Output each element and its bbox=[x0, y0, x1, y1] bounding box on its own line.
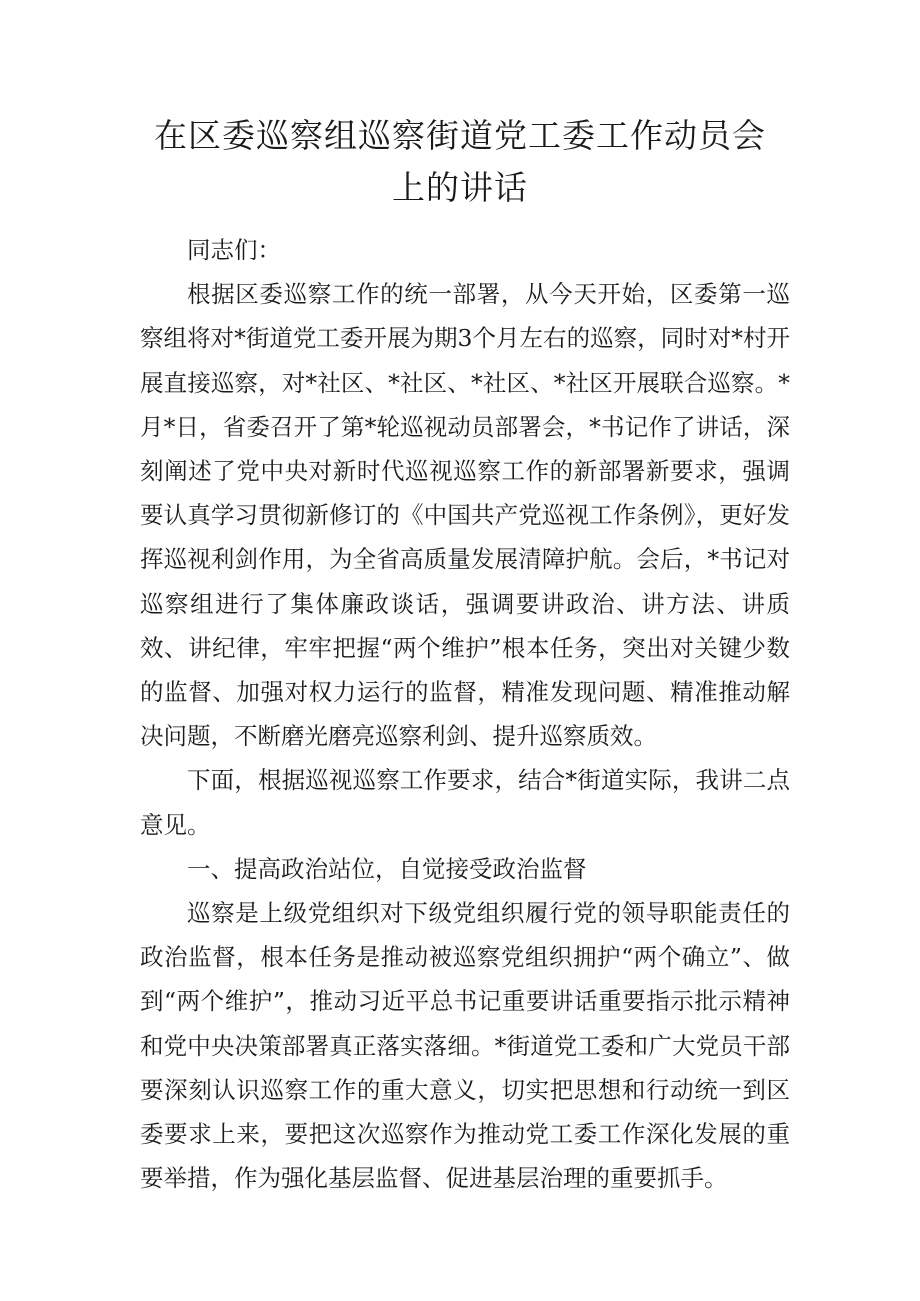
title-line-1: 在区委巡察组巡察街道党工委工作动员会 bbox=[154, 116, 766, 155]
paragraph-intro: 根据区委巡察工作的统一部署，从今天开始，区委第一巡察组将对*街道党工委开展为期3个月左右的巡察，同时对*村开展直接巡察，对*社区、*社区、*社区、*社区开展联合巡察。*月*日，省委召开了第*轮巡视动员部署会，*书记作了讲话，深刻阐述了党中央对新时代巡视巡察工作的新部署新要求，强调要认真学习贯彻新修订的《中国共产党巡视工作条例》，更好发挥巡视利剑作用，为全省高质量发展清障护航。会后，*书记对巡察组进行了集体廉政谈话，强调要讲政治、讲方法、讲质效、讲纪律，牢牢把握“两个维护”根本任务，突出对关键少数的监督、加强对权力运行的监督，精准发现问题、精准推动解决问题，不断磨光磨亮巡察利剑、提升巡察质效。 bbox=[140, 280, 790, 751]
section-1-paragraph: 巡察是上级党组织对下级党组织履行党的领导职能责任的政治监督，根本任务是推动被巡察党组织拥护“两个确立”、做到“两个维护”，推动习近平总书记重要讲话重要指示批示精神和党中央决策部署真正落实落细。*街道党工委和广大党员干部要深刻认识巡察工作的重大意义，切实把思想和行动统一到区委要求上来，要把这次巡察作为推动党工委工作深化发展的重要举措，作为强化基层监督、促进基层治理的重要抓手。 bbox=[140, 899, 790, 1193]
section-heading-1: 一、提高政治站位，自觉接受政治监督 bbox=[187, 854, 587, 883]
title-line-2: 上的讲话 bbox=[392, 168, 528, 207]
speech-body bbox=[140, 228, 790, 1200]
salutation: 同志们： bbox=[187, 236, 281, 264]
paragraph-outline: 下面，根据巡视巡察工作要求，结合*街道实际，我讲二点意见。 bbox=[140, 766, 790, 839]
